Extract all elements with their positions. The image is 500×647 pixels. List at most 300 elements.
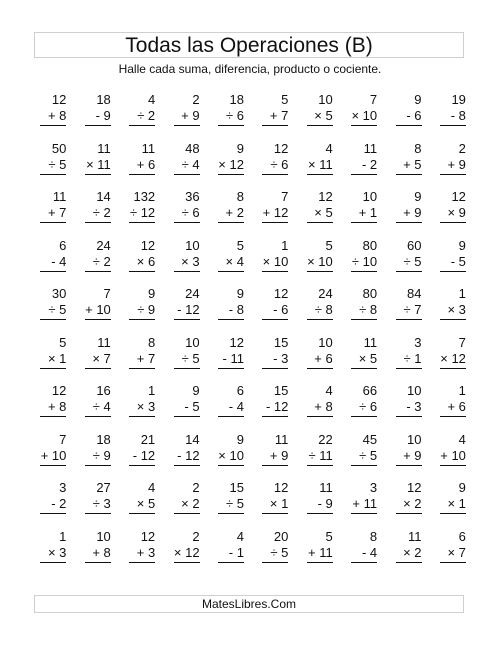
problem-operator-number: ÷ 6 (359, 399, 378, 414)
problem (288, 480, 332, 524)
answer-line (440, 125, 466, 126)
problem-operator-number: - 9 (95, 108, 111, 123)
problem-top-number: 7 (369, 92, 378, 107)
problem-operator-number: + 9 (269, 447, 289, 463)
problem-top-number: 3 (59, 480, 67, 495)
problem-top-number: 4 (147, 92, 156, 107)
answer-line (174, 562, 200, 563)
answer-line (129, 125, 155, 126)
answer-line (307, 174, 333, 175)
answer-line (440, 562, 466, 563)
problem (333, 480, 377, 524)
problem-top-number: 10 (96, 528, 111, 544)
problem (244, 529, 288, 573)
problem-operator-number: × 10 (262, 253, 289, 269)
problem-operator-number: + 9 (403, 447, 422, 463)
answer-line (40, 319, 66, 320)
problem-row (22, 141, 466, 190)
problem-top-number: 1 (59, 528, 67, 544)
answer-line (396, 465, 422, 466)
problem-top-number: 10 (407, 431, 422, 447)
answer-line (129, 513, 155, 514)
problem (333, 141, 377, 185)
problem-operator-number: × 2 (403, 496, 422, 511)
problem-operator-number: ÷ 4 (181, 156, 200, 172)
problem-top-number: 10 (185, 237, 200, 253)
problem-operator-number: - 9 (317, 496, 333, 511)
answer-line (218, 125, 244, 126)
answer-line (85, 319, 111, 320)
problem-operator-number: ÷ 6 (225, 108, 244, 123)
problem (288, 383, 332, 427)
problem-operator-number: ÷ 12 (129, 205, 156, 220)
answer-line (218, 319, 244, 320)
answer-line (396, 222, 422, 223)
problem-top-number: 66 (362, 383, 378, 398)
problem-top-number: 11 (319, 480, 333, 495)
problem (377, 480, 421, 524)
problem-top-number: 15 (273, 334, 289, 350)
problem-operator-number: + 7 (47, 205, 67, 220)
problem-operator-number: + 11 (308, 544, 333, 560)
answer-line (40, 513, 66, 514)
answer-line (440, 319, 466, 320)
problem (22, 432, 66, 476)
answer-line (440, 368, 466, 369)
answer-line (307, 125, 333, 126)
answer-line (129, 222, 155, 223)
problem (244, 92, 288, 136)
problem-operator-number: × 10 (351, 108, 378, 123)
answer-line (351, 319, 377, 320)
problem (288, 335, 332, 379)
problem-operator-number: - 11 (222, 350, 244, 366)
problem (288, 432, 332, 476)
problem-top-number: 12 (273, 480, 289, 495)
answer-line (396, 416, 422, 417)
answer-line (129, 368, 155, 369)
problem-top-number: 4 (458, 431, 466, 447)
problem-top-number: 10 (318, 334, 333, 350)
problem-operator-number: × 6 (136, 253, 156, 269)
problem-operator-number: - 4 (51, 253, 67, 269)
problem-operator-number: × 5 (314, 205, 333, 220)
problem (155, 432, 199, 476)
problem (333, 529, 377, 573)
problem-operator-number: × 3 (447, 302, 466, 317)
problem-top-number: 36 (185, 189, 200, 204)
answer-line (396, 368, 422, 369)
problem-top-number: 24 (96, 237, 111, 253)
problem-top-number: 45 (362, 431, 378, 447)
problem-top-number: 9 (414, 189, 422, 204)
answer-line (85, 368, 111, 369)
problem (422, 432, 466, 476)
problem-top-number: 7 (458, 334, 466, 350)
problem-operator-number: + 6 (136, 156, 156, 172)
problem (155, 141, 199, 185)
problem (422, 383, 466, 427)
problem-top-number: 8 (147, 334, 156, 350)
problem-operator-number: × 12 (173, 544, 200, 560)
problem (155, 480, 199, 524)
problem (155, 383, 199, 427)
problem-operator-number: + 10 (85, 302, 111, 317)
problem-operator-number: + 8 (47, 399, 67, 414)
answer-line (307, 319, 333, 320)
problem (111, 480, 155, 524)
problem-top-number: 11 (52, 189, 67, 204)
problem-top-number: 7 (59, 431, 67, 447)
answer-line (174, 271, 200, 272)
answer-line (351, 271, 377, 272)
problem-operator-number: ÷ 2 (92, 205, 111, 220)
answer-line (262, 416, 288, 417)
problem-operator-number: ÷ 5 (225, 496, 244, 511)
problem (377, 286, 421, 330)
problem (377, 335, 421, 379)
problem-operator-number: ÷ 3 (92, 496, 111, 511)
problem-operator-number: ÷ 5 (403, 253, 422, 269)
answer-line (396, 513, 422, 514)
problem-top-number: 5 (59, 334, 67, 350)
problem-top-number: 12 (273, 286, 289, 301)
problem-operator-number: - 5 (450, 253, 466, 269)
problem-top-number: 9 (458, 237, 466, 253)
problem (200, 141, 244, 185)
problem-top-number: 20 (273, 528, 289, 544)
problem (377, 238, 421, 282)
problem (377, 383, 421, 427)
answer-line (40, 125, 66, 126)
problem-top-number: 2 (192, 92, 200, 107)
problem (111, 432, 155, 476)
problem (22, 286, 66, 330)
problem-top-number: 14 (96, 189, 111, 204)
answer-line (174, 465, 200, 466)
problem (200, 480, 244, 524)
problem-row (22, 432, 466, 481)
problem-operator-number: + 9 (447, 156, 466, 172)
problem-top-number: 11 (97, 334, 111, 350)
problem (244, 335, 288, 379)
problem-operator-number: + 10 (440, 447, 466, 463)
problem (377, 432, 421, 476)
answer-line (262, 465, 288, 466)
problem-top-number: 18 (96, 92, 111, 107)
answer-line (396, 319, 422, 320)
problem-top-number: 80 (362, 286, 378, 301)
problem (200, 529, 244, 573)
problem (22, 92, 66, 136)
problem-top-number: 4 (147, 480, 156, 495)
answer-line (174, 125, 200, 126)
problem-top-number: 12 (140, 528, 156, 544)
answer-line (129, 319, 155, 320)
problem-top-number: 15 (229, 480, 244, 495)
problem-row (22, 335, 466, 384)
problem-row (22, 189, 466, 238)
problem-top-number: 11 (97, 140, 111, 156)
problem (66, 92, 110, 136)
problem (377, 189, 421, 233)
answer-line (262, 513, 288, 514)
answer-line (396, 174, 422, 175)
problem (66, 189, 110, 233)
problem (377, 529, 421, 573)
problem-operator-number: + 7 (136, 350, 156, 366)
problem-operator-number: - 3 (406, 399, 422, 414)
problem-operator-number: × 12 (218, 156, 244, 172)
problem (333, 383, 377, 427)
problem-top-number: 4 (325, 140, 333, 156)
problem-row (22, 286, 466, 335)
problem-top-number: 11 (274, 431, 289, 447)
answer-line (40, 465, 66, 466)
answer-line (262, 174, 288, 175)
problem-operator-number: - 5 (184, 399, 200, 414)
answer-line (218, 368, 244, 369)
problem-row (22, 529, 466, 578)
problem-operator-number: × 3 (47, 544, 67, 560)
problem-top-number: 22 (318, 431, 333, 447)
answer-line (174, 513, 200, 514)
answer-line (40, 222, 66, 223)
answer-line (440, 416, 466, 417)
problem-operator-number: + 9 (181, 108, 200, 123)
problem-top-number: 60 (407, 237, 422, 253)
problem-operator-number: ÷ 2 (92, 253, 111, 269)
answer-line (85, 271, 111, 272)
problem (244, 432, 288, 476)
answer-line (262, 368, 288, 369)
answer-line (218, 513, 244, 514)
problem-operator-number: - 12 (265, 399, 289, 414)
answer-line (351, 222, 377, 223)
problem-operator-number: - 8 (450, 108, 466, 123)
problem (422, 141, 466, 185)
problem-operator-number: + 3 (136, 544, 156, 560)
problem-row (22, 383, 466, 432)
problem-top-number: 84 (407, 286, 422, 301)
problem-operator-number: - 6 (406, 108, 422, 123)
problem (333, 432, 377, 476)
problem-top-number: 9 (414, 92, 422, 107)
problem-top-number: 3 (414, 334, 422, 350)
problem (333, 335, 377, 379)
problem (66, 480, 110, 524)
answer-line (351, 513, 377, 514)
problem-operator-number: + 9 (403, 205, 422, 220)
problem (22, 141, 66, 185)
problem-operator-number: - 2 (361, 156, 378, 172)
problem-top-number: 11 (408, 528, 422, 544)
problem (66, 383, 110, 427)
answer-line (129, 174, 155, 175)
problem-top-number: 50 (51, 140, 67, 156)
problem-operator-number: ÷ 1 (403, 350, 422, 366)
answer-line (129, 465, 155, 466)
problem (111, 189, 155, 233)
problem-operator-number: × 10 (218, 447, 244, 463)
problem-top-number: 6 (458, 528, 466, 544)
answer-line (307, 416, 333, 417)
problem-top-number: 11 (141, 140, 156, 156)
answer-line (174, 368, 200, 369)
answer-line (440, 513, 466, 514)
problem-operator-number: × 1 (447, 496, 466, 511)
problem-operator-number: ÷ 5 (48, 156, 67, 172)
answer-line (440, 271, 466, 272)
problem-operator-number: ÷ 8 (314, 302, 333, 317)
problem-operator-number: + 8 (314, 399, 333, 414)
answer-line (218, 465, 244, 466)
answer-line (85, 222, 111, 223)
problem-top-number: 9 (236, 431, 244, 447)
problem-operator-number: + 7 (269, 108, 289, 123)
problem-operator-number: ÷ 11 (308, 447, 333, 463)
answer-line (440, 174, 466, 175)
problem-top-number: 12 (51, 92, 67, 107)
problem-top-number: 132 (133, 189, 156, 204)
problem-operator-number: × 5 (358, 350, 378, 366)
problem (288, 238, 332, 282)
problem (155, 335, 199, 379)
problem-operator-number: + 12 (262, 205, 289, 220)
answer-line (396, 125, 422, 126)
problem-operator-number: ÷ 2 (137, 108, 156, 123)
problem-operator-number: + 6 (447, 399, 466, 414)
answer-line (129, 416, 155, 417)
problem (333, 238, 377, 282)
problem-top-number: 10 (318, 92, 333, 107)
problem (422, 189, 466, 233)
problem-operator-number: × 1 (47, 350, 67, 366)
problem-operator-number: ÷ 9 (92, 447, 111, 463)
problem-top-number: 3 (369, 480, 378, 495)
footer-box (34, 595, 464, 613)
answer-line (85, 416, 111, 417)
problem-top-number: 8 (414, 140, 422, 156)
problem (200, 383, 244, 427)
problem (244, 238, 288, 282)
problem (155, 92, 199, 136)
problem (111, 286, 155, 330)
answer-line (218, 271, 244, 272)
problem (288, 529, 332, 573)
problem-top-number: 18 (229, 92, 244, 107)
problem-top-number: 80 (362, 237, 378, 253)
problem (288, 92, 332, 136)
answer-line (174, 416, 200, 417)
problem-top-number: 4 (236, 528, 244, 544)
problem-top-number: 5 (236, 237, 244, 253)
problem-operator-number: ÷ 6 (181, 205, 200, 220)
problem (422, 286, 466, 330)
answer-line (85, 513, 111, 514)
problem-top-number: 10 (362, 189, 378, 204)
problem-top-number: 30 (51, 286, 67, 301)
problem-top-number: 5 (325, 528, 333, 544)
problem-row (22, 92, 466, 141)
problem-top-number: 4 (325, 383, 333, 398)
problem-operator-number: × 10 (307, 253, 333, 269)
problem-operator-number: × 3 (136, 399, 156, 414)
problem-operator-number: ÷ 4 (92, 399, 111, 414)
answer-line (307, 222, 333, 223)
answer-line (351, 174, 377, 175)
problem (66, 286, 110, 330)
problem-operator-number: × 2 (403, 544, 422, 560)
answer-line (218, 174, 244, 175)
problem (111, 141, 155, 185)
problem-operator-number: ÷ 7 (403, 302, 422, 317)
problem (111, 335, 155, 379)
problem-operator-number: × 2 (181, 496, 200, 511)
problem-operator-number: ÷ 6 (270, 156, 289, 172)
problem-top-number: 14 (185, 431, 200, 447)
problem-top-number: 9 (458, 480, 466, 495)
problem-top-number: 2 (192, 528, 200, 544)
problem-operator-number: × 3 (181, 253, 200, 269)
problem-top-number: 5 (281, 92, 289, 107)
problem-operator-number: × 1 (269, 496, 289, 511)
problem-operator-number: × 12 (440, 350, 466, 366)
problem (111, 238, 155, 282)
problem (422, 335, 466, 379)
problem-operator-number: × 11 (308, 156, 333, 172)
answer-line (351, 465, 377, 466)
problem (244, 141, 288, 185)
problem-top-number: 9 (147, 286, 156, 301)
problem-operator-number: + 2 (225, 205, 244, 220)
problem (244, 286, 288, 330)
problem (200, 238, 244, 282)
answer-line (440, 222, 466, 223)
problem (200, 432, 244, 476)
problem (66, 529, 110, 573)
problem (200, 92, 244, 136)
problem-operator-number: × 4 (225, 253, 244, 269)
problem-operator-number: × 5 (314, 108, 333, 123)
answer-line (351, 125, 377, 126)
answer-line (396, 271, 422, 272)
answer-line (396, 562, 422, 563)
problem-top-number: 11 (363, 140, 378, 156)
problem-operator-number: + 10 (40, 447, 67, 463)
problem-operator-number: + 8 (47, 108, 67, 123)
problem (155, 238, 199, 282)
answer-line (85, 465, 111, 466)
answer-line (218, 222, 244, 223)
problem (422, 238, 466, 282)
problem-top-number: 6 (236, 383, 244, 398)
answer-line (40, 271, 66, 272)
answer-line (174, 319, 200, 320)
problem-operator-number: + 5 (403, 156, 422, 172)
answer-line (262, 271, 288, 272)
answer-line (262, 319, 288, 320)
problem-top-number: 27 (96, 480, 111, 495)
answer-line (351, 416, 377, 417)
problem-operator-number: × 5 (136, 496, 156, 511)
answer-line (307, 562, 333, 563)
answer-line (40, 562, 66, 563)
problem-operator-number: + 8 (92, 544, 111, 560)
problem-top-number: 6 (59, 237, 67, 253)
problem-top-number: 24 (185, 286, 200, 301)
problem (377, 92, 421, 136)
